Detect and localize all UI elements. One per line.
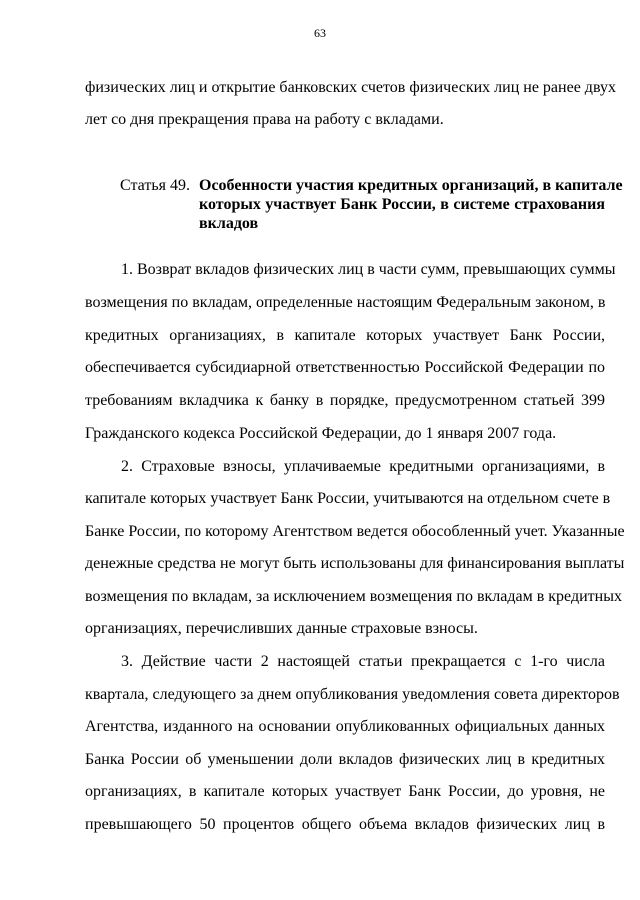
- paragraph-line: Банка России об уменьшении доли вкладов физических лиц в кредитных: [85, 751, 605, 768]
- article-title-line: Особенности участия кредитных организаций, в капитале: [199, 177, 623, 194]
- paragraph-line: Агентства, изданного на основании опубликованных официальных данных: [85, 718, 605, 735]
- intro-line: лет со дня прекращения права на работу с вкладами.: [85, 111, 444, 128]
- paragraph-line: возмещения по вкладам, определенные настоящим Федеральным законом, в: [85, 294, 606, 311]
- paragraph-line: 2. Страховые взносы, уплачиваемые кредитными организациями, в: [121, 458, 605, 475]
- paragraph-line: организациях, перечисливших данные страховые взносы.: [85, 620, 478, 637]
- paragraph-line: организациях, в капитале которых участвует Банк России, до уровня, не: [85, 783, 605, 800]
- paragraph-line: возмещения по вкладам, за исключением возмещения по вкладам в кредитных: [85, 588, 622, 605]
- paragraph-line: Банке России, по которому Агентством ведется обособленный учет. Указанные: [85, 523, 625, 540]
- paragraph-line: обеспечивается субсидиарной ответственностью Российской Федерации по: [85, 359, 605, 376]
- article-title-line: вкладов: [199, 215, 259, 232]
- paragraph-line: 3. Действие части 2 настоящей статьи прекращается с 1-го числа: [121, 653, 605, 670]
- paragraph-line: квартала, следующего за днем опубликования уведомления совета директоров: [85, 686, 620, 703]
- paragraph-line: денежные средства не могут быть использованы для финансирования выплаты: [85, 555, 625, 572]
- page-number: 63: [314, 26, 326, 40]
- paragraph-line: кредитных организациях, в капитале которых участвует Банк России,: [85, 327, 605, 344]
- paragraph-line: 1. Возврат вкладов физических лиц в части сумм, превышающих суммы: [121, 261, 616, 278]
- article-label: Статья 49.: [120, 177, 190, 194]
- paragraph-line: превышающего 50 процентов общего объема вкладов физических лиц в: [85, 816, 605, 833]
- intro-line: физических лиц и открытие банковских счетов физических лиц не ранее двух: [85, 79, 616, 96]
- article-title-line: которых участвует Банк России, в системе страхования: [199, 196, 605, 213]
- paragraph-line: требованиям вкладчика к банку в порядке, предусмотренном статьей 399: [85, 392, 605, 409]
- paragraph-line: капитале которых участвует Банк России, учитываются на отдельном счете в: [85, 490, 611, 507]
- paragraph-line: Гражданского кодекса Российской Федерации, до 1 января 2007 года.: [85, 425, 557, 442]
